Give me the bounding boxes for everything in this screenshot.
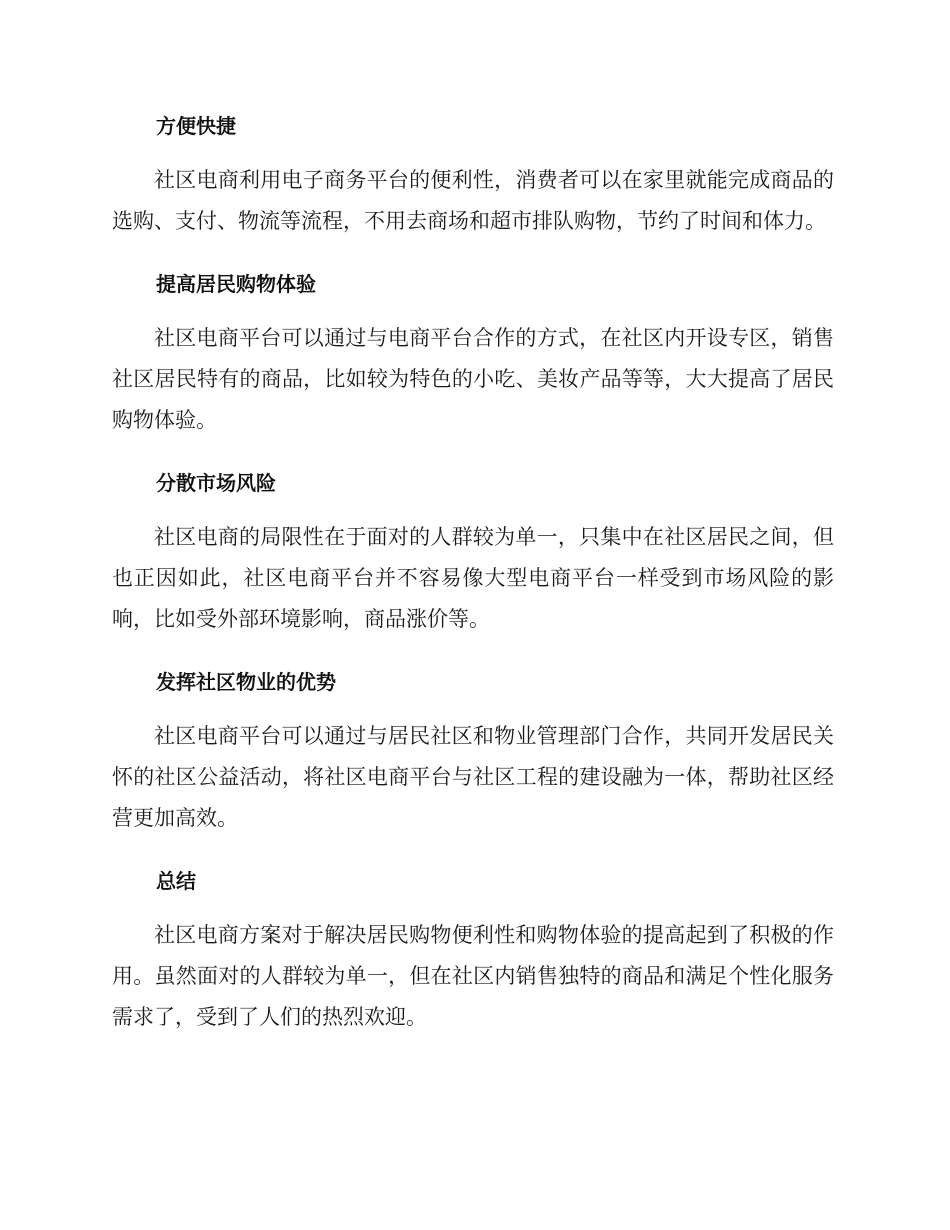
section-paragraph: 社区电商平台可以通过与电商平台合作的方式，在社区内开设专区，销售社区居民特有的商品，比如较为特色的小吃、美妆产品等等，大大提高了居民购物体验。: [112, 326, 834, 432]
section-heading: 提高居民购物体验: [156, 272, 316, 296]
section-paragraph: 社区电商利用电子商务平台的便利性，消费者可以在家里就能完成商品的选购、支付、物流等流程，不用去商场和超市排队购物，节约了时间和体力。: [112, 168, 834, 233]
document-body: [112, 106, 834, 1060]
section-market-risk: [112, 463, 834, 640]
section-heading: 总结: [156, 869, 196, 893]
section-convenience: [112, 106, 834, 242]
section-summary: [112, 861, 834, 1038]
section-paragraph: 社区电商方案对于解决居民购物便利性和购物体验的提高起到了积极的作用。虽然面对的人群较为单一，但在社区内销售独特的商品和满足个性化服务需求了，受到了人们的热烈欢迎。: [112, 923, 834, 1029]
section-shopping-experience: [112, 264, 834, 441]
section-heading: 分散市场风险: [156, 471, 276, 495]
section-heading: 发挥社区物业的优势: [156, 670, 336, 694]
section-paragraph: 社区电商平台可以通过与居民社区和物业管理部门合作，共同开发居民关怀的社区公益活动，将社区电商平台与社区工程的建设融为一体，帮助社区经营更加高效。: [112, 724, 834, 830]
section-heading: 方便快捷: [156, 114, 236, 138]
section-property-advantage: [112, 662, 834, 839]
section-paragraph: 社区电商的局限性在于面对的人群较为单一，只集中在社区居民之间，但也正因如此，社区电商平台并不容易像大型电商平台一样受到市场风险的影响，比如受外部环境影响，商品涨价等。: [112, 525, 834, 631]
